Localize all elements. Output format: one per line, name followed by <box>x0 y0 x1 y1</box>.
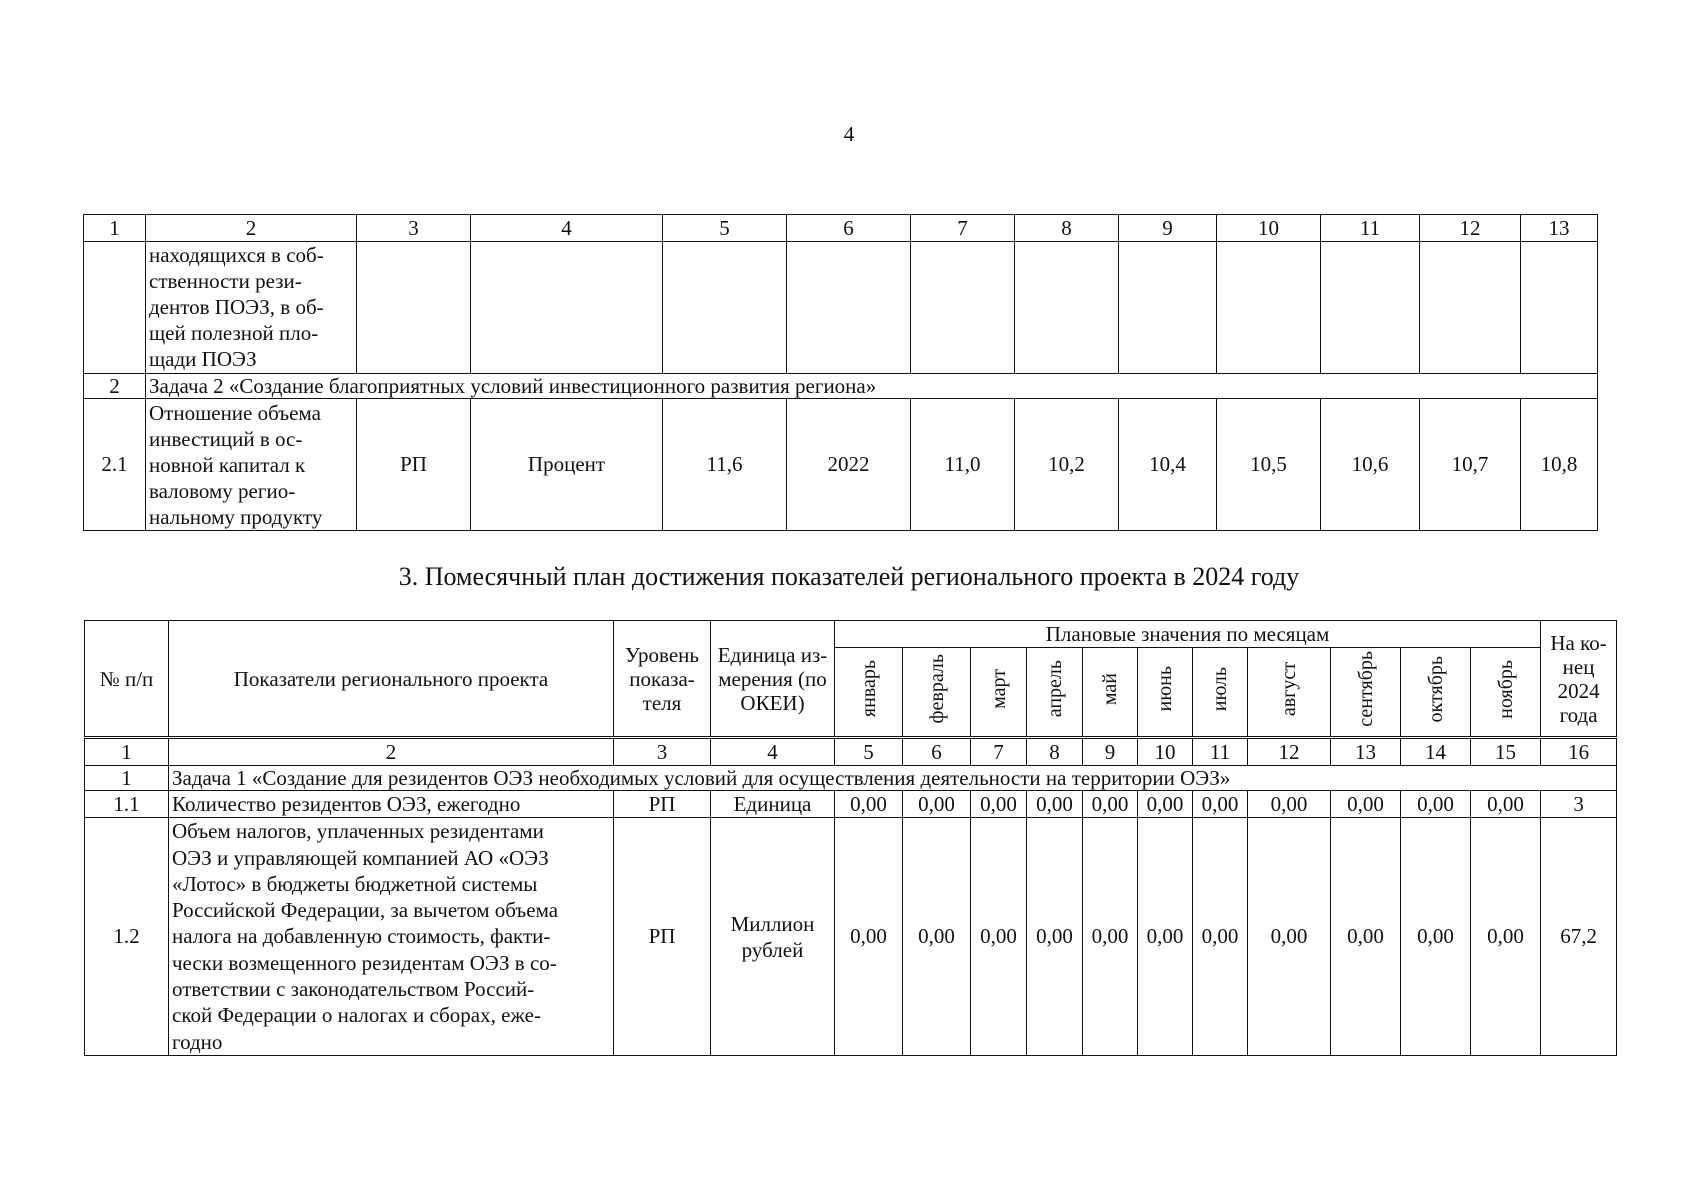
task-1-number: 1 <box>85 766 169 791</box>
monthly-plan-table <box>84 620 1617 1056</box>
value-cell: 10,6 <box>1321 399 1420 531</box>
t1-col-3: 3 <box>357 215 471 242</box>
table2-header-row <box>85 621 1617 648</box>
page-number: 4 <box>843 122 855 146</box>
month-value: 0,00 <box>835 818 903 1056</box>
month-value: 0,00 <box>1193 791 1248 818</box>
month-value: 0,00 <box>1083 791 1138 818</box>
task-1-row <box>85 766 1617 791</box>
t1-col-10: 10 <box>1217 215 1321 242</box>
indicator-unit: Единица <box>711 791 835 818</box>
indicator-unit: Миллион рублей <box>711 818 835 1056</box>
value-cell: 10,5 <box>1217 399 1321 531</box>
month-value: 0,00 <box>1027 791 1083 818</box>
task-2-row <box>84 374 1598 399</box>
month-value: 0,00 <box>1331 818 1401 1056</box>
month-value: 0,00 <box>1331 791 1401 818</box>
month-value: 0,00 <box>1401 818 1471 1056</box>
value-cell: 10,8 <box>1521 399 1598 531</box>
month-value: 0,00 <box>1401 791 1471 818</box>
base-year: 2022 <box>787 399 911 531</box>
month-value: 0,00 <box>835 791 903 818</box>
task-2-text: Задача 2 «Создание благоприятных условий инвестиционного развития региона» <box>146 374 1598 399</box>
t1-col-2: 2 <box>146 215 357 242</box>
task-2-number: 2 <box>84 374 146 399</box>
column-index: 4 <box>711 738 835 766</box>
month-value: 0,00 <box>1248 818 1331 1056</box>
column-index: 10 <box>1138 738 1193 766</box>
month-value: 0,00 <box>971 818 1027 1056</box>
continuation-text: находящихся в соб- ственности рези- дентов ПОЭЗ, в об- щей полезной пло- щади ПОЭЗ <box>146 242 357 374</box>
month-value: 0,00 <box>1471 818 1541 1056</box>
column-index: 3 <box>614 738 711 766</box>
row-number: 1.2 <box>85 818 169 1056</box>
column-index: 5 <box>835 738 903 766</box>
t1-col-7: 7 <box>911 215 1015 242</box>
t1-col-5: 5 <box>663 215 787 242</box>
column-index: 1 <box>85 738 169 766</box>
column-numbers-row <box>85 738 1617 766</box>
column-index: 12 <box>1248 738 1331 766</box>
month-header-september: сентябрь <box>1331 648 1401 738</box>
row-number: 2.1 <box>84 399 146 531</box>
month-value: 0,00 <box>903 791 971 818</box>
column-index: 6 <box>903 738 971 766</box>
column-unit-header: Единица из- мерения (по ОКЕИ) <box>711 621 835 738</box>
column-index: 8 <box>1027 738 1083 766</box>
column-index: 9 <box>1083 738 1138 766</box>
indicator-level: РП <box>614 791 711 818</box>
column-index: 13 <box>1331 738 1401 766</box>
t1-col-4: 4 <box>471 215 663 242</box>
base-value: 11,6 <box>663 399 787 531</box>
column-number-header: № п/п <box>85 621 169 738</box>
column-index: 14 <box>1401 738 1471 766</box>
column-indicators-header: Показатели регионального проекта <box>169 621 614 738</box>
month-value: 0,00 <box>971 791 1027 818</box>
t1-col-6: 6 <box>787 215 911 242</box>
month-value: 0,00 <box>1471 791 1541 818</box>
month-header-october: октябрь <box>1401 648 1471 738</box>
row-number: 1.1 <box>85 791 169 818</box>
month-value: 0,00 <box>1193 818 1248 1056</box>
month-value: 0,00 <box>1248 791 1331 818</box>
planned-values-header: Плановые значения по месяцам <box>835 621 1541 648</box>
month-value: 0,00 <box>1027 818 1083 1056</box>
value-cell: 10,2 <box>1015 399 1119 531</box>
column-level-header: Уровень показа- теля <box>614 621 711 738</box>
indicator-name: Количество резидентов ОЭЗ, ежегодно <box>169 791 614 818</box>
month-header-april: апрель <box>1027 648 1083 738</box>
table1-continuation-row <box>84 242 1598 374</box>
t1-col-13: 13 <box>1521 215 1598 242</box>
year-end-value: 3 <box>1541 791 1617 818</box>
indicator-level: РП <box>357 399 471 531</box>
column-index: 16 <box>1541 738 1617 766</box>
indicator-unit: Процент <box>471 399 663 531</box>
month-header-november: ноябрь <box>1471 648 1541 738</box>
section-title: 3. Помесячный план достижения показателей регионального проекта в 2024 году <box>398 562 1300 591</box>
column-year-end-header: На ко- нец 2024 года <box>1541 621 1617 738</box>
month-header-may: май <box>1083 648 1138 738</box>
table1-header-row <box>84 215 1598 242</box>
task-1-text: Задача 1 «Создание для резидентов ОЭЗ необходимых условий для осуществления деятельности на территории ОЭЗ» <box>169 766 1617 791</box>
column-index: 11 <box>1193 738 1248 766</box>
month-header-july: июль <box>1193 648 1248 738</box>
month-value: 0,00 <box>1083 818 1138 1056</box>
t1-col-12: 12 <box>1420 215 1521 242</box>
month-value: 0,00 <box>1138 791 1193 818</box>
indicator-level: РП <box>614 818 711 1056</box>
column-index: 2 <box>169 738 614 766</box>
month-value: 0,00 <box>903 818 971 1056</box>
t1-col-11: 11 <box>1321 215 1420 242</box>
value-cell: 10,7 <box>1420 399 1521 531</box>
month-header-january: январь <box>835 648 903 738</box>
indicator-row-1-2 <box>85 818 1617 1056</box>
month-value: 0,00 <box>1138 818 1193 1056</box>
value-cell: 11,0 <box>911 399 1015 531</box>
indicator-row-1-1 <box>85 791 1617 818</box>
column-index: 7 <box>971 738 1027 766</box>
month-header-march: март <box>971 648 1027 738</box>
indicator-row-2-1 <box>84 399 1598 531</box>
t1-col-9: 9 <box>1119 215 1217 242</box>
indicator-name: Объем налогов, уплаченных резидентами ОЭЗ и управляющей компанией АО «ОЭЗ «Лотос» в бюджеты бюджетной системы Российской Федерации, за вычетом объема налога на добавленную стоимость, факти- чески возмещенного резидентам ОЭЗ в со- ответствии с законодательством Россий- ской Федерации о налогах и сборах, еже- годно <box>169 818 614 1056</box>
month-header-june: июнь <box>1138 648 1193 738</box>
month-header-august: август <box>1248 648 1331 738</box>
t1-col-1: 1 <box>84 215 146 242</box>
indicators-continuation-table <box>83 214 1598 531</box>
t1-col-8: 8 <box>1015 215 1119 242</box>
year-end-value: 67,2 <box>1541 818 1617 1056</box>
value-cell: 10,4 <box>1119 399 1217 531</box>
month-header-february: февраль <box>903 648 971 738</box>
column-index: 15 <box>1471 738 1541 766</box>
indicator-name: Отношение объема инвестиций в ос- новной капитал к валовому регио- нальному продукту <box>146 399 357 531</box>
